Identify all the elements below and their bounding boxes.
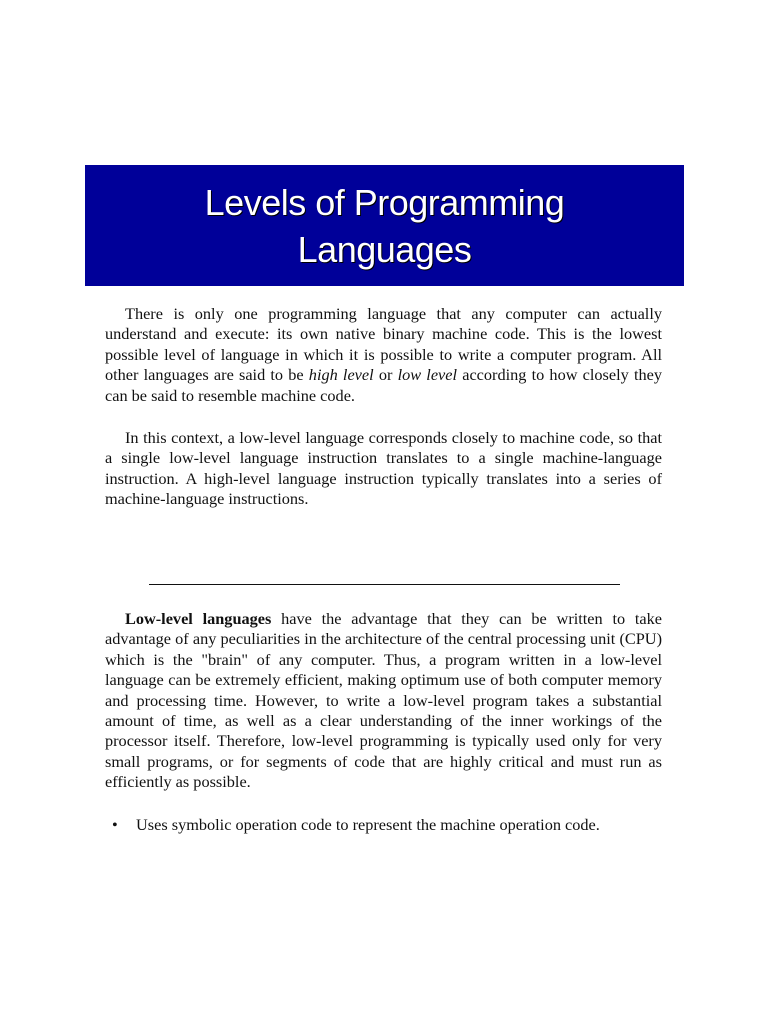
bullet-icon: • xyxy=(112,815,118,834)
page-title-line-2: Languages xyxy=(297,228,472,270)
bullet-list xyxy=(105,815,662,835)
context-paragraph xyxy=(105,428,662,510)
intro-paragraph xyxy=(105,304,662,406)
context-text: In this context, a low-level language corresponds closely to machine code, so that a single low-level language instruction translates to a single machine-language instruction. A high-level language instruction typically translates into a series of machine-language instructions. xyxy=(105,428,662,509)
low-level-text: have the advantage that they can be written to take advantage of any peculiarities in the architecture of the central processing unit (CPU) which is the "brain" of any computer. Thus, a program written in a low-level language can be extremely efficient, making optimum use of both computer memory and processing time. However, to write a low-level program takes a substantial amount of time, as well as a clear understanding of the inner workings of the processor itself. Therefore, low-level programming is typically used only for very small programs, or for segments of code that are highly critical and must run as efficiently as possible. xyxy=(105,609,662,792)
intro-text-or: or xyxy=(373,365,398,385)
list-item xyxy=(105,815,662,835)
bullet-text: Uses symbolic operation code to represent the machine operation code. xyxy=(136,815,600,834)
section-divider xyxy=(149,584,620,585)
intro-text-end: according to how closely they can be said to resemble machine code. xyxy=(105,365,662,405)
title-banner xyxy=(85,165,684,286)
low-level-term: low level xyxy=(397,365,458,385)
high-level-term: high level xyxy=(308,365,374,385)
low-level-languages-term: Low-level languages xyxy=(125,609,272,628)
intro-text-start: There is only one programming language that any computer can actually understand and execute: its own native binary machine code. This is the lowest possible level of language in which it is possible to write a computer program. All other languages are said to be xyxy=(105,304,662,385)
page-title-line-1: Levels of Programming xyxy=(204,181,565,223)
low-level-paragraph xyxy=(105,609,662,793)
